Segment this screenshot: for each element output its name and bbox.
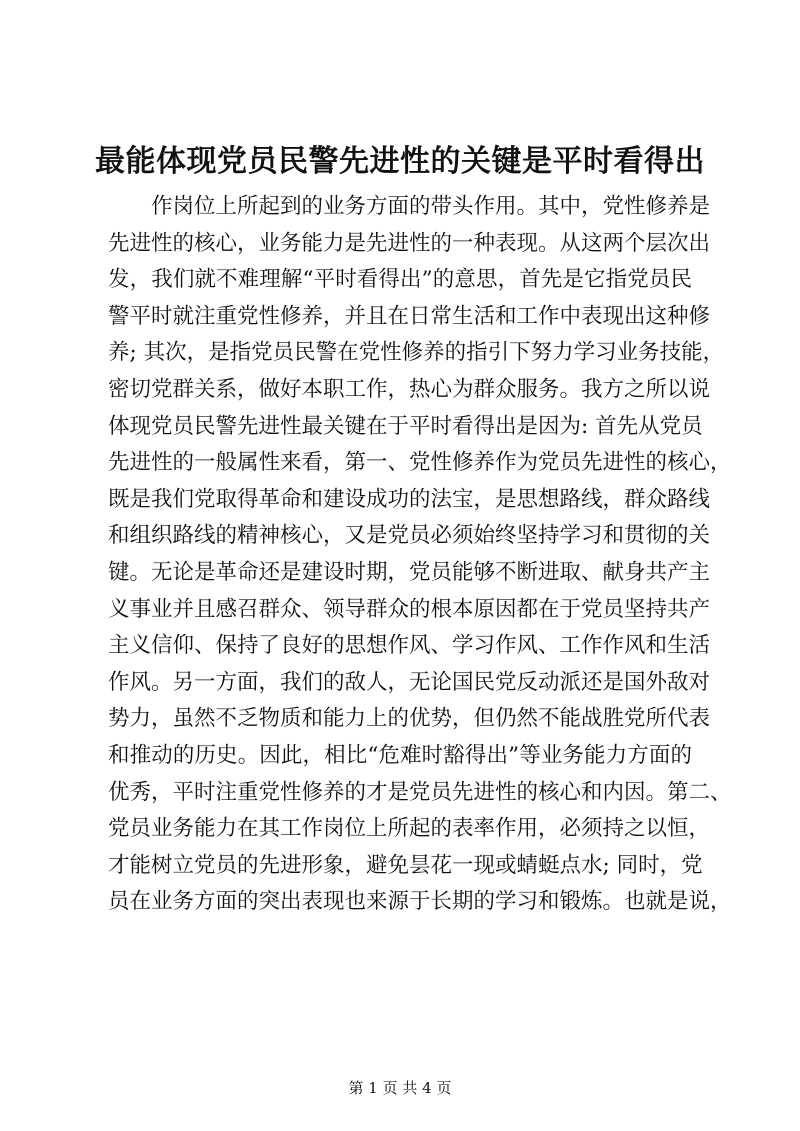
body-line: 党员业务能力在其工作岗位上所起的表率作用，必须持之以恒， bbox=[108, 816, 711, 842]
document-body bbox=[108, 189, 732, 921]
body-line: 密切党群关系，做好本职工作，热心为群众服务。我方之所以说 bbox=[108, 376, 711, 402]
body-line: 和组织路线的精神核心，又是党员必须始终坚持学习和贯彻的关 bbox=[108, 523, 711, 549]
body-line: 发，我们就不难理解“平时看得出”的意思，首先是它指党员民 bbox=[108, 267, 692, 293]
body-line: 作风。另一方面，我们的敌人，无论国民党反动派还是国外敌对 bbox=[108, 669, 711, 695]
body-line: 警平时就注重党性修养，并且在日常生活和工作中表现出这种修 bbox=[108, 303, 711, 329]
body-line: 势力，虽然不乏物质和能力上的优势，但仍然不能战胜党所代表 bbox=[108, 706, 711, 732]
body-line: 体现党员民警先进性最关键在于平时看得出是因为: 首先从党员 bbox=[108, 413, 703, 439]
document-title: 最能体现党员民警先进性的关键是平时看得出 bbox=[95, 144, 705, 179]
body-line: 先进性的核心，业务能力是先进性的一种表现。从这两个层次出 bbox=[108, 230, 711, 256]
body-line: 才能树立党员的先进形象，避免昙花一现或蜻蜓点水; 同时，党 bbox=[108, 852, 703, 878]
body-line: 作岗位上所起到的业务方面的带头作用。其中，党性修养是 bbox=[151, 194, 711, 219]
body-line: 义事业并且感召群众、领导群众的根本原因都在于党员坚持共产 bbox=[108, 596, 711, 622]
body-line: 员在业务方面的突出表现也来源于长期的学习和锻炼。也就是说， bbox=[108, 889, 732, 915]
body-line: 主义信仰、保持了良好的思想作风、学习作风、工作作风和生活 bbox=[108, 633, 711, 659]
page-footer: 第 1 页 共 4 页 bbox=[348, 1079, 452, 1097]
body-line: 先进性的一般属性来看，第一、党性修养作为党员先进性的核心， bbox=[108, 450, 732, 476]
body-line: 键。无论是革命还是建设时期，党员能够不断进取、献身共产主 bbox=[108, 559, 711, 585]
body-line: 养; 其次，是指党员民警在党性修养的指引下努力学习业务技能， bbox=[108, 340, 725, 366]
body-line: 优秀，平时注重党性修养的才是党员先进性的核心和内因。第二、 bbox=[108, 779, 732, 805]
body-line: 既是我们党取得革命和建设成功的法宝，是思想路线，群众路线 bbox=[108, 486, 711, 512]
body-line: 和推动的历史。因此，相比“危难时豁得出”等业务能力方面的 bbox=[108, 742, 692, 768]
